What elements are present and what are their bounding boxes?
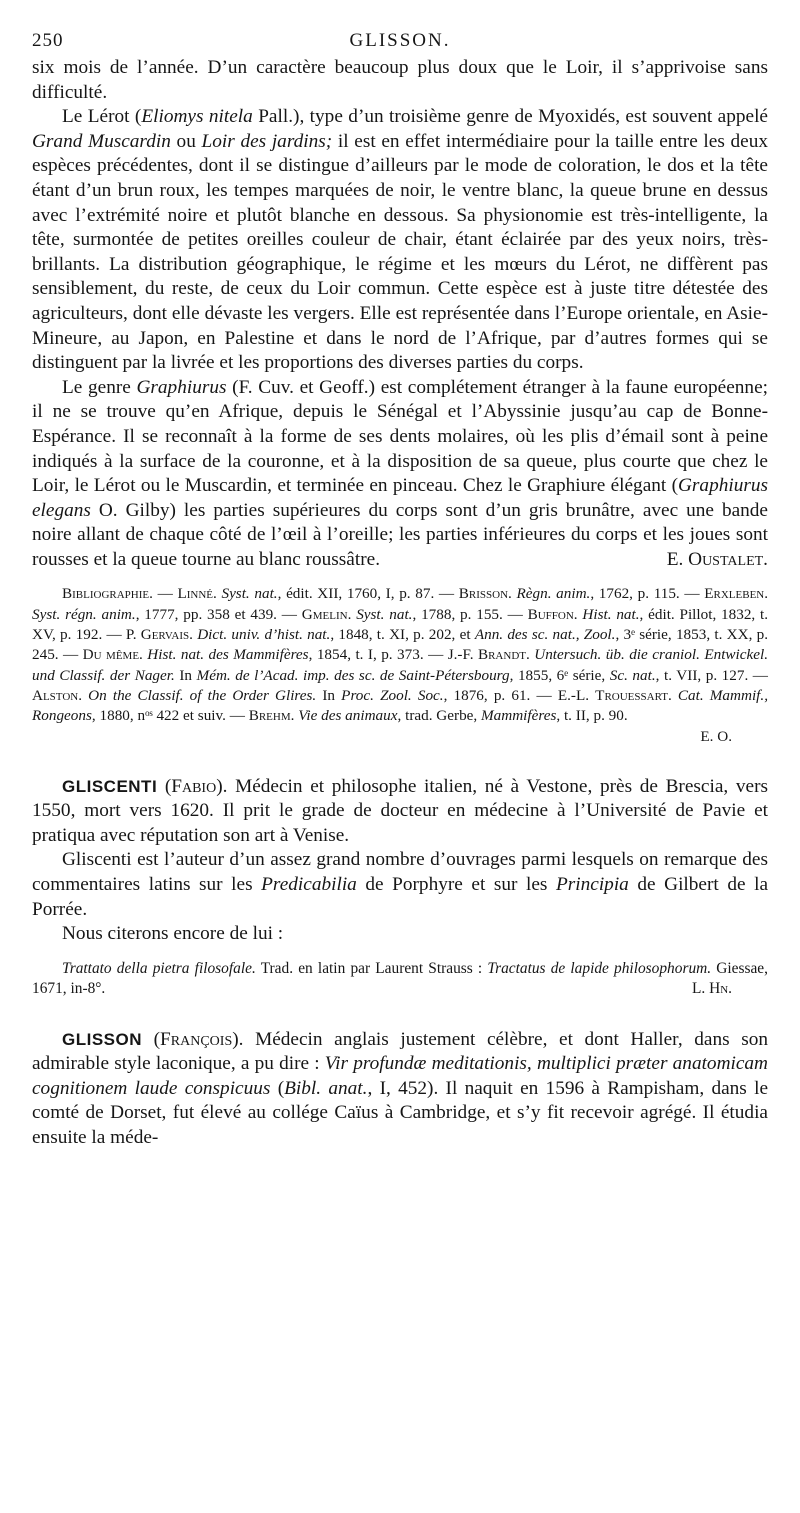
author-signature: E. Oustalet. [666, 548, 768, 570]
lerot-paragraph-1: six mois de l’année. D’un caractère beaucoup plus doux que le Loir, il s’apprivoise sans difficulté. [32, 57, 768, 103]
page-number: 250 [32, 30, 64, 51]
gliscenti-paragraph-3: Nous citerons encore de lui : [62, 923, 284, 945]
bibliography: Bibliographie. — Linné. Syst. nat., édit. XII, 1760, I, p. 87. — Brisson. Règn. anim., 1762, p. 115. — Erxleben. Syst. régn. anim., 1777, pp. 358 et 439. — Gmelin. Syst. nat., 1788, p. 155. — Buffon. Hist. nat., édit. Pillot, 1832, t. XV, p. 192. — P. Gervais. Dict. univ. d’hist. nat., 1848, t. XI, p. 202, et Ann. des sc. nat., Zool., 3ᵉ série, 1853, t. XX, p. 245. — Du même. Hist. nat. des Mammifères, 1854, t. I, p. 373. — J.-F. Brandt. Untersuch. üb. die craniol. Entwickel. und Classif. der Nager. In Mém. de l’Acad. imp. des sc. de Saint-Pétersbourg, 1855, 6ᵉ série, Sc. nat., t. VII, p. 127. — Alston. On the Classif. of the Order Glires. In Proc. Zool. Soc., 1876, p. 61. — E.-L. Trouessart. Cat. Mammif., Rongeons, 1880, nᵒˢ 422 et suiv. — Brehm. Vie des animaux, trad. Gerbe, Mammifères, t. II, p. 90. [32, 585, 769, 725]
running-head [32, 30, 768, 56]
gliscenti-work: Trattato della pietra filosofale. Trad. en latin par Laurent Strauss : Tractatus de lapide philosophorum. Giessae, 1671, in-8°. L. Hn. [32, 959, 768, 1000]
running-title: GLISSON. [349, 30, 451, 51]
bibliography-signature: E. O. [700, 727, 732, 745]
page [32, 30, 768, 1151]
glisson-paragraph-1: GLISSON (François). Médecin anglais justement célèbre, et dont Haller, dans son admirable style laconique, a pu dire : Vir profundæ meditationis, multiplici præter anatomicam cognitionem laude conspicuus (Bibl. anat., I, 452). Il naquit en 1596 à Rampisham, dans le comté de Dorset, fut élevé au collége Caïus à Cambridge, et s’y fit recevoir agrégé. Il étudia ensuite la méde- [32, 1028, 768, 1149]
gliscenti-signature: L. Hn. [691, 980, 732, 998]
graphiurus-paragraph: Le genre Graphiurus (F. Cuv. et Geoff.) est complétement étranger à la faune européenne; il ne se trouve qu’en Afrique, depuis le Sénégal et l’Abyssinie jusqu’au cap de Bonne-Espérance. Il se reconnaît à la forme de ses dents molaires, où les plis d’émail sont à peine indiqués à la surface de la couronne, et à la disposition de sa queue, plus courte que chez le Loir, le Lérot ou le Muscardin, et terminée en pinceau. Chez le Graphiure élégant (Graphiurus elegans O. Gilby) les parties supérieures du corps sont d’un gris brunâtre, avec une bande noire allant de chaque côté de l’œil à l’oreille; les parties inférieures du corps et les joues sont rousses et la queue tourne au blanc roussâtre. E. Oustalet. [32, 376, 768, 573]
gliscenti-paragraph-2: Gliscenti est l’auteur d’un assez grand nombre d’ouvrages parmi lesquels on remarque des commentaires latins sur les Predicabilia de Porphyre et sur les Principia de Gilbert de la Porrée. [32, 849, 768, 920]
gliscenti-paragraph-1: GLISCENTI (Fabio). Médecin et philosophe italien, né à Vestone, près de Brescia, vers 1550, mort vers 1620. Il prit le grade de docteur en médecine à l’Université de Pavie et pratiqua avec réputation son art à Venise. [32, 775, 768, 846]
entry-headword-glisson: GLISSON [62, 1029, 143, 1049]
lerot-paragraph-2: Le Lérot (Eliomys nitela Pall.), type d’un troisième genre de Myoxidés, est souvent appelé Grand Muscardin ou Loir des jardins; il est en effet intermédiaire pour la taille entre les deux espèces précédentes, dont il se distingue d’ailleurs par le mode de coloration, le dos et la tête étant d’un brun roux, les tempes marquées de noir, le ventre blanc, la queue brune en dessus avec l’extrémité noire et plutôt blanche en dessous. Sa physionomie est très-intelligente, la tête, surmontée de petites oreilles couleur de chair, étant éclairée par des yeux noirs, très-brillants. La distribution géographique, le régime et les mœurs du Lérot, ne diffèrent pas sensiblement, du reste, de ceux du Loir commun. Cette espèce est à juste titre détestée des agriculteurs, dont elle dévaste les vergers. Elle est représentée dans l’Europe orientale, en Asie-Mineure, au Japon, en Palestine et dans le nord de l’Afrique, par d’autres formes qui se distinguent par la livrée et les proportions des diverses parties du corps. [32, 106, 769, 374]
entry-headword-gliscenti: GLISCENTI [62, 776, 158, 796]
